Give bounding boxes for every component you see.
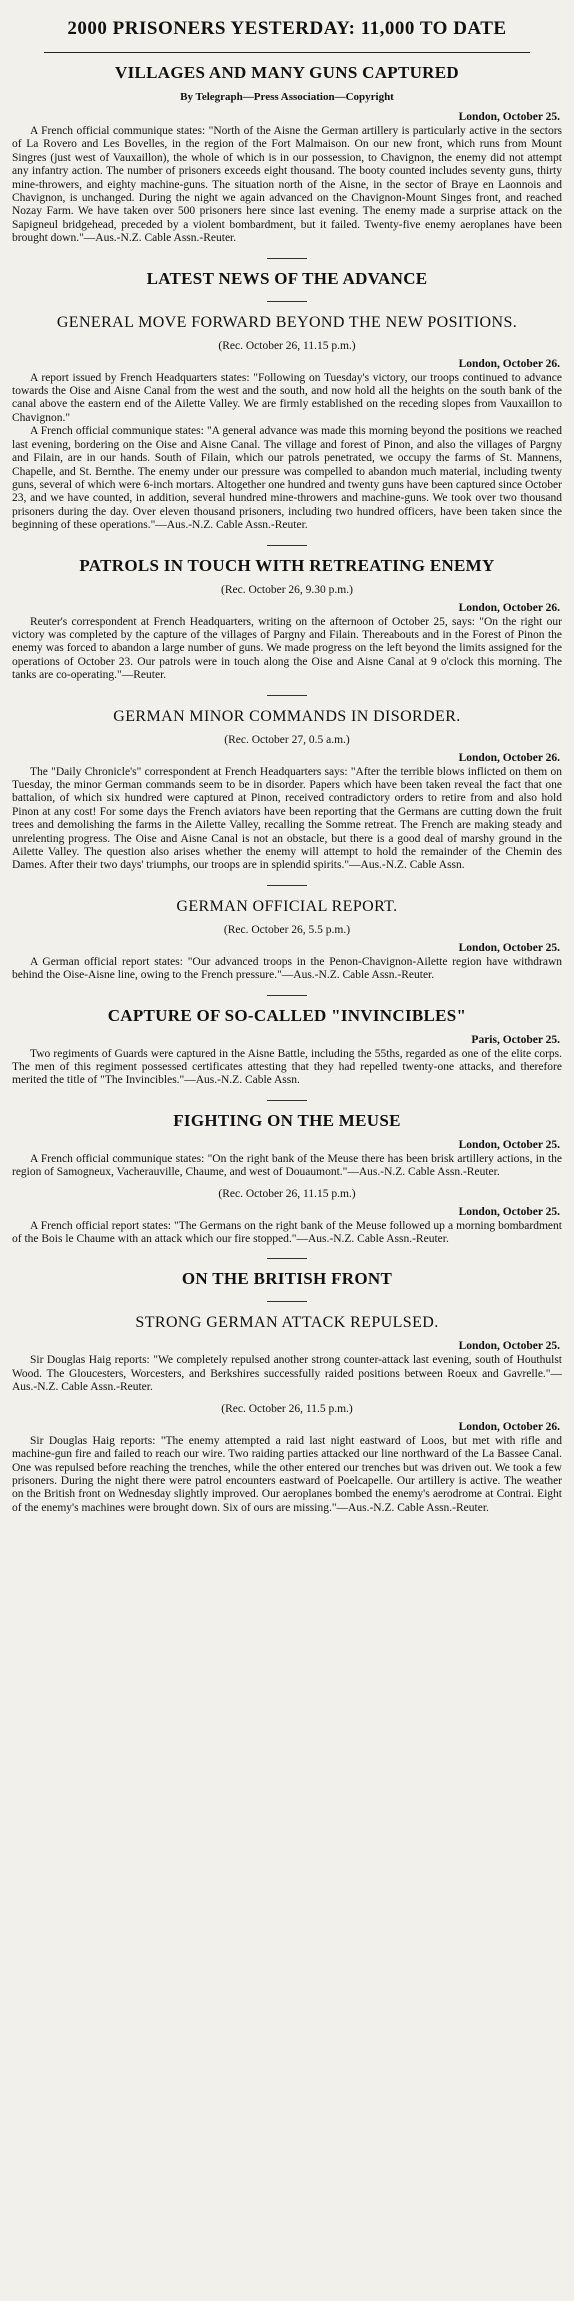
article-paragraph: A French official report states: "The Germans on the right bank of the Meuse followed up a morning bombardment of the Bois le Chaume with an attack which our fire stopped."—Aus.-N.Z. Cable Assn.-Reuter. <box>12 1219 562 1246</box>
dateline: London, October 25. <box>458 1205 560 1218</box>
section-heading: STRONG GERMAN ATTACK REPULSED. <box>135 1314 439 1332</box>
article-section <box>8 301 566 533</box>
headline-rule <box>44 52 530 53</box>
article-section <box>8 63 566 246</box>
article-paragraph: The "Daily Chronicle's" correspondent at French Headquarters says: "After the terrible blows inflicted on them on Tuesday, the minor German commands seem to be in disorder. Papers which have been taken reveal the fact that one battalion, of which six hundred were captured at Pinon, received contradictory orders to retire from and also hold Pinon at any cost! For some days the French aviators have been reporting that the Germans are cutting down the fruit trees and demolishing the farms in the Ailette Valley, recalling the Somme retreat. The French are making steady and unrelenting progress. The Oise and Aisne Canal is not an obstacle, but there is a good deal of marshy ground in the Ailette Valley. The question also arises whether the enemy will attempt to hold the remainder of the Chemin des Dames. After their two days' triumphs, our troops are in splendid spirits."—Aus.-N.Z. Cable Assn. <box>12 765 562 872</box>
section-heading: FIGHTING ON THE MEUSE <box>173 1110 401 1130</box>
articles-container <box>8 63 566 1515</box>
article-section <box>8 1258 566 1289</box>
article-paragraph: Sir Douglas Haig reports: "The enemy attempted a raid last night eastward of Loos, but met with rifle and machine-gun fire and failed to reach our wire. Two raiding parties attacked our line northward of the La Bassee Canal. One was repulsed before reaching the trenches, while the other entered our trenches but was driven out. We took a few prisoners. During the night there were patrol encounters eastward of Poelcapelle. Our artillery is active. The weather on the British front on Wednesday slightly improved. Our aeroplanes bombed the enemy's aerodrome at Contrai. Eight of the enemy's machines were brought down. Six of ours are missing."—Aus.-N.Z. Cable Assn.-Reuter. <box>12 1434 562 1514</box>
section-heading: VILLAGES AND MANY GUNS CAPTURED <box>115 63 459 82</box>
section-divider <box>267 1301 307 1302</box>
article-section <box>8 695 566 873</box>
article-paragraph: A German official report states: "Our advanced troops in the Penon-Chavignon-Ailette region have withdrawn behind the Oise-Aisne line, owing to the French pressure."—Aus.-N.Z. Cable Assn.-Reuter. <box>12 955 562 982</box>
dateline: London, October 26. <box>458 357 560 370</box>
article-section <box>8 885 566 983</box>
section-divider <box>267 695 307 696</box>
article-section <box>8 1100 566 1247</box>
dateline: London, October 25. <box>458 1340 560 1353</box>
main-headline: 2000 PRISONERS YESTERDAY: 11,000 TO DATE <box>67 18 507 39</box>
dateline: Paris, October 25. <box>471 1033 560 1046</box>
newspaper-column <box>0 14 574 1515</box>
article-section <box>8 545 566 683</box>
article-section <box>8 1301 566 1515</box>
byline: By Telegraph—Press Association—Copyright <box>180 91 394 103</box>
section-divider <box>267 995 307 996</box>
section-divider <box>267 545 307 546</box>
article-paragraph: A French official communique states: "A general advance was made this morning beyond the positions we reached last evening, bordering on the Oise and Aisne Canal. The village and forest of Pinon, and also the villages of Pargny and Filain, are in our hands. South of Filain, which our patrols penetrated, we occupy the farms of St. Mannens, Chapelle, and St. Bernthe. The enemy under our pressure was compelled to abandon much material, including twenty guns, several of which were 6-inch mortars. Altogether one hundred and twenty guns have been captured since October 23, and we have counted, in addition, several hundred mine-throwers and machine-guns. We took over two thousand prisoners during the day. Over eleven thousand prisoners, including two hundred officers, have been taken since the beginning of these operations."—Aus.-N.Z. Cable Assn.-Reuter. <box>12 425 562 532</box>
dateline: London, October 26. <box>458 601 560 614</box>
article-paragraph: A French official communique states: "On the right bank of the Meuse there has been brisk artillery actions, in the region of Samogneux, Vacherauville, Chaume, and west of Douaumont."—Aus.-N.Z. Cable Assn.-Reuter. <box>12 1152 562 1179</box>
section-divider <box>267 1258 307 1259</box>
received-time: (Rec. October 26, 11.15 p.m.) <box>218 1187 356 1200</box>
dateline: London, October 26. <box>458 751 560 764</box>
section-divider <box>267 301 307 302</box>
dateline: London, October 26. <box>458 1420 560 1433</box>
article-section <box>8 258 566 289</box>
section-divider <box>267 885 307 886</box>
received-time: (Rec. October 26, 11.15 p.m.) <box>218 339 356 352</box>
article-section <box>8 995 566 1088</box>
section-heading: GENERAL MOVE FORWARD BEYOND THE NEW POSITIONS. <box>56 313 518 331</box>
dateline: London, October 25. <box>458 111 560 123</box>
section-heading: GERMAN OFFICIAL REPORT. <box>176 897 398 915</box>
section-heading: LATEST NEWS OF THE ADVANCE <box>146 268 428 288</box>
section-heading: ON THE BRITISH FRONT <box>181 1269 393 1289</box>
received-time: (Rec. October 26, 9.30 p.m.) <box>221 583 353 596</box>
section-divider <box>267 1100 307 1101</box>
section-heading: PATROLS IN TOUCH WITH RETREATING ENEMY <box>79 555 495 575</box>
article-paragraph: Sir Douglas Haig reports: "We completely repulsed another strong counter-attack last evening, south of Houthulst Wood. The Gloucesters, Worcesters, and Berkshires successfully raided positions between Roeux and Gavrelle."—Aus.-N.Z. Cable Assn.-Reuter. <box>12 1354 562 1394</box>
section-divider <box>267 258 307 259</box>
article-paragraph: Two regiments of Guards were captured in the Aisne Battle, including the 55ths, regarded as one of the elite corps. The men of this regiment possessed certificates attesting that they had repelled twenty-one attacks, and therefore merited the title of "The Invincibles."—Aus.-N.Z. Cable Assn. <box>12 1047 562 1087</box>
received-time: (Rec. October 27, 0.5 a.m.) <box>224 733 350 746</box>
received-time: (Rec. October 26, 11.5 p.m.) <box>221 1402 353 1415</box>
article-paragraph: Reuter's correspondent at French Headquarters, writing on the afternoon of October 25, says: "On the right our victory was completed by the capture of the villages of Pargny and Filain. Thereabouts and in the Forest of Pinon the enemy was forced to abandon a large number of guns. We made progress on the left beyond the limits assigned for the operations of October 23. Our patrols were in touch along the Oise and Aisne Canal at 9 o'clock this morning. The tanks are co-operating."—Reuter. <box>12 615 562 682</box>
dateline: London, October 25. <box>458 1138 560 1151</box>
section-heading: CAPTURE OF SO-CALLED "INVINCIBLES" <box>107 1005 467 1025</box>
section-heading: GERMAN MINOR COMMANDS IN DISORDER. <box>113 707 461 725</box>
article-paragraph: A French official communique states: "North of the Aisne the German artillery is particularly active in the sectors of La Rovero and Les Bovelles, in the region of the Fort Malmaison. On our new front, which runs from Mount Singres (just west of Vauxaillon), the whole of which is in our possession, to Chavignon, the enemy did not attempt any infantry action. The number of prisoners exceeds eight thousand. The booty counted includes seventy guns, thirty mine-throwers, and eighty machine-guns. The situation north of the Aisne, in the sector of Braye en Laonnois and Chavignon, is unchanged. During the night we again advanced on the Chavignon-Mount Singes front, and reached Nozay Farm. We have taken over 500 prisoners here since last evening. The enemy made a surprise attack on the Sapigneul bridgehead, preceded by a violent bombardment, but it failed. Twenty-five enemy aeroplanes have been brought down."—Aus.-N.Z. Cable Assn.-Reuter. <box>12 125 562 245</box>
dateline: London, October 25. <box>458 941 560 954</box>
received-time: (Rec. October 26, 5.5 p.m.) <box>223 923 351 936</box>
article-paragraph: A report issued by French Headquarters states: "Following on Tuesday's victory, our troops continued to advance towards the Oise and Aisne Canal from the west and the south, and now hold all the heights on the south bank of the canal above the eastern end of the Ailette Valley. We are firmly established on the receding slopes from Vauxaillon to Chavignon." <box>12 371 562 424</box>
